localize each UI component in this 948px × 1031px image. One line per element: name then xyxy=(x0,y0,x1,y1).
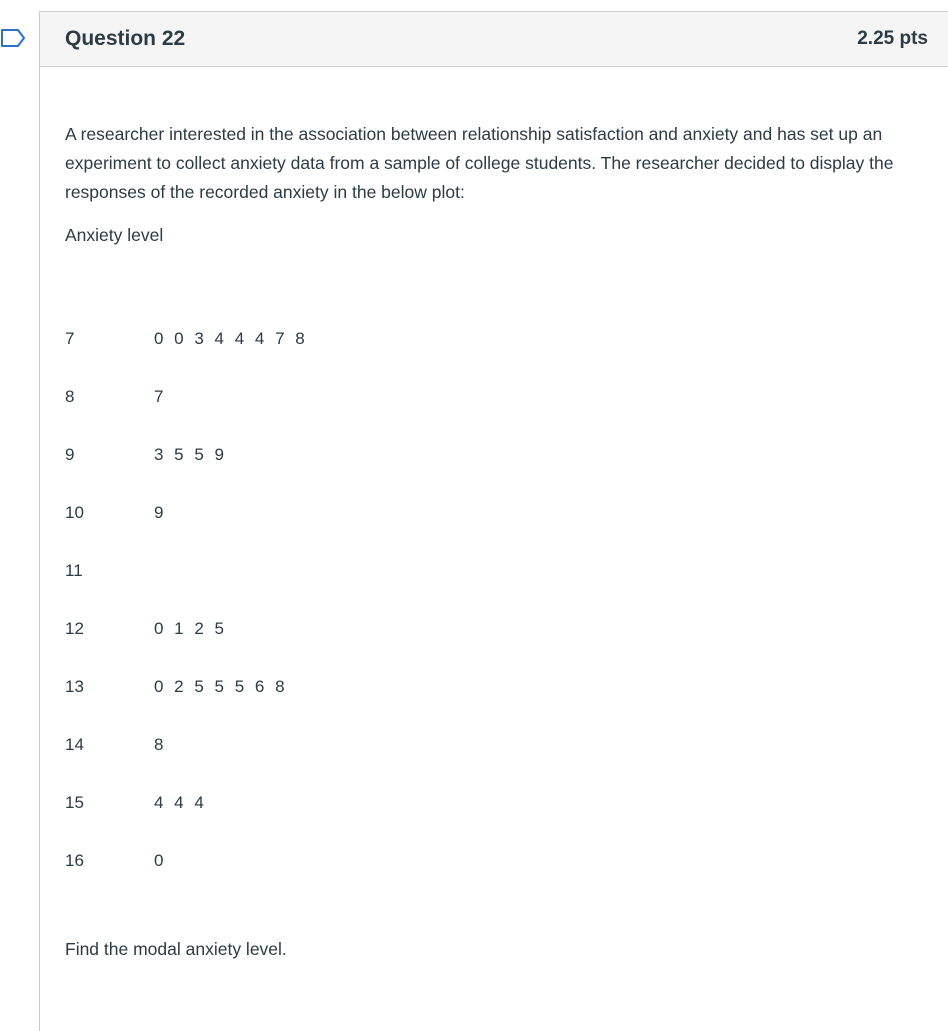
leaf-values: 0 1 2 5 xyxy=(154,619,227,638)
leaf-values: 0 xyxy=(154,851,167,870)
final-prompt: Find the modal anxiety level. xyxy=(65,939,287,959)
stem-value: 9 xyxy=(65,445,75,464)
stem-value: 10 xyxy=(65,503,84,522)
leaf-values: 4 4 4 xyxy=(154,793,207,812)
stem-row xyxy=(65,329,923,387)
stem-value: 14 xyxy=(65,735,84,754)
question-card xyxy=(39,11,948,1031)
stem-row xyxy=(65,851,923,909)
stem-value: 15 xyxy=(65,793,84,812)
stem-value: 12 xyxy=(65,619,84,638)
question-title: Question 22 xyxy=(65,27,186,50)
leaf-values: 8 xyxy=(154,735,167,754)
stem-row xyxy=(65,445,923,503)
leaf-values: 0 2 5 5 5 6 8 xyxy=(154,677,288,696)
question-prompt: A researcher interested in the association between relationship satisfaction and anxiety and has set up an experiment to collect anxiety data from a sample of college students. The researcher decided to display the responses of the recorded anxiety in the below plot: xyxy=(65,124,894,202)
leaf-values: 7 xyxy=(154,387,167,406)
stem-value: 11 xyxy=(65,561,83,580)
flag-question-icon[interactable] xyxy=(0,28,26,48)
stem-row xyxy=(65,677,923,735)
stem-value: 8 xyxy=(65,387,75,406)
leaf-values: 9 xyxy=(154,503,167,522)
stem-and-leaf-plot xyxy=(65,329,923,909)
stem-row xyxy=(65,619,923,677)
stem-row xyxy=(65,735,923,793)
stem-value: 16 xyxy=(65,851,84,870)
plot-label: Anxiety level xyxy=(65,225,164,245)
stem-value: 7 xyxy=(65,329,75,348)
stem-row xyxy=(65,793,923,851)
stem-row xyxy=(65,387,923,445)
leaf-values: 3 5 5 9 xyxy=(154,445,227,464)
stem-value: 13 xyxy=(65,677,84,696)
stem-row xyxy=(65,503,923,561)
stem-row xyxy=(65,561,923,619)
leaf-values: 0 0 3 4 4 4 7 8 xyxy=(154,329,308,348)
question-points: 2.25 pts xyxy=(857,28,928,49)
question-body xyxy=(40,120,948,960)
question-header xyxy=(40,12,948,67)
